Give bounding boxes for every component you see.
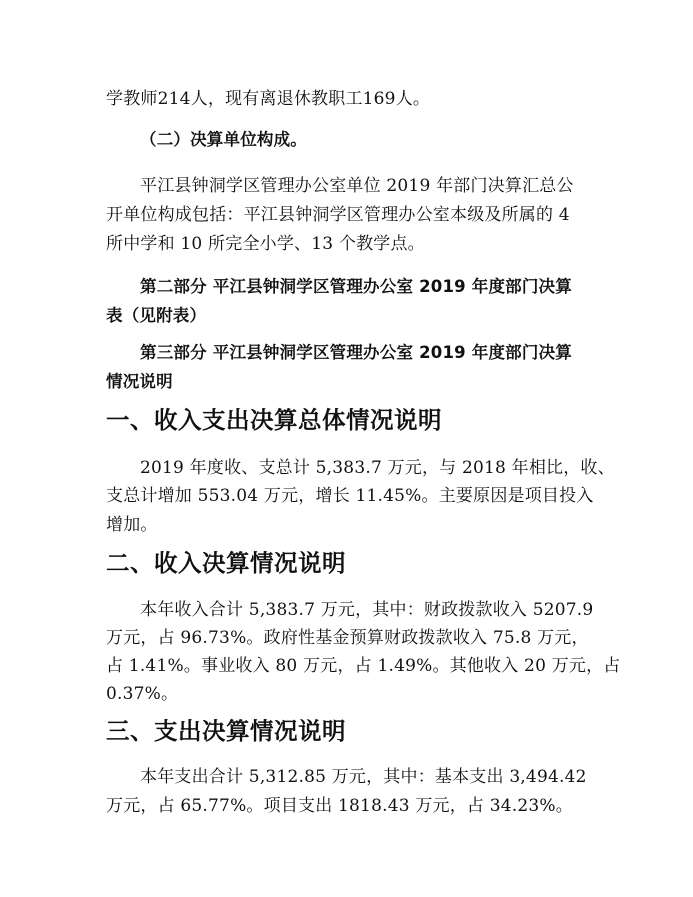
overall-line-1: 2019 年度收、支总计 5,383.7 万元，与 2018 年相比，收、: [140, 458, 615, 478]
income-line-3: 占 1.41%。事业收入 80 万元，占 1.49%。其他收入 20 万元，占: [106, 656, 621, 676]
section-2-title: （二）决算单位构成。: [140, 130, 307, 149]
income-line-2: 万元，占 96.73%。政府性基金预算财政拨款收入 75.8 万元，: [106, 628, 589, 648]
heading-income: 二、收入决算情况说明: [106, 549, 346, 577]
income-line-1: 本年收入合计 5,383.7 万元，其中：财政拨款收入 5207.9: [140, 600, 594, 620]
intro-line-1: 学教师214人，现有离退休教职工169人。: [106, 89, 431, 109]
overall-line-3: 增加。: [106, 515, 158, 535]
composition-line-3: 所中学和 10 所完全小学、13 个教学点。: [106, 234, 425, 254]
expense-line-1: 本年支出合计 5,312.85 万元，其中：基本支出 3,494.42: [140, 767, 587, 787]
part-2-line-2: 表（见附表）: [106, 306, 207, 325]
heading-overall: 一、收入支出决算总体情况说明: [106, 406, 442, 434]
income-line-4: 0.37%。: [106, 684, 179, 704]
overall-line-2: 支总计增加 553.04 万元，增长 11.45%。主要原因是项目投入: [106, 486, 594, 506]
part-3-line-1: 第三部分 平江县钟洞学区管理办公室 2019 年度部门决算: [140, 343, 572, 362]
part-3-line-2: 情况说明: [106, 372, 173, 391]
composition-line-1: 平江县钟洞学区管理办公室单位 2019 年部门决算汇总公: [140, 176, 574, 196]
part-2-line-1: 第二部分 平江县钟洞学区管理办公室 2019 年度部门决算: [140, 277, 572, 296]
heading-expense: 三、支出决算情况说明: [106, 717, 346, 745]
expense-line-2: 万元，占 65.77%。项目支出 1818.43 万元，占 34.23%。: [106, 796, 573, 816]
composition-line-2: 开单位构成包括：平江县钟洞学区管理办公室本级及所属的 4: [106, 205, 570, 225]
